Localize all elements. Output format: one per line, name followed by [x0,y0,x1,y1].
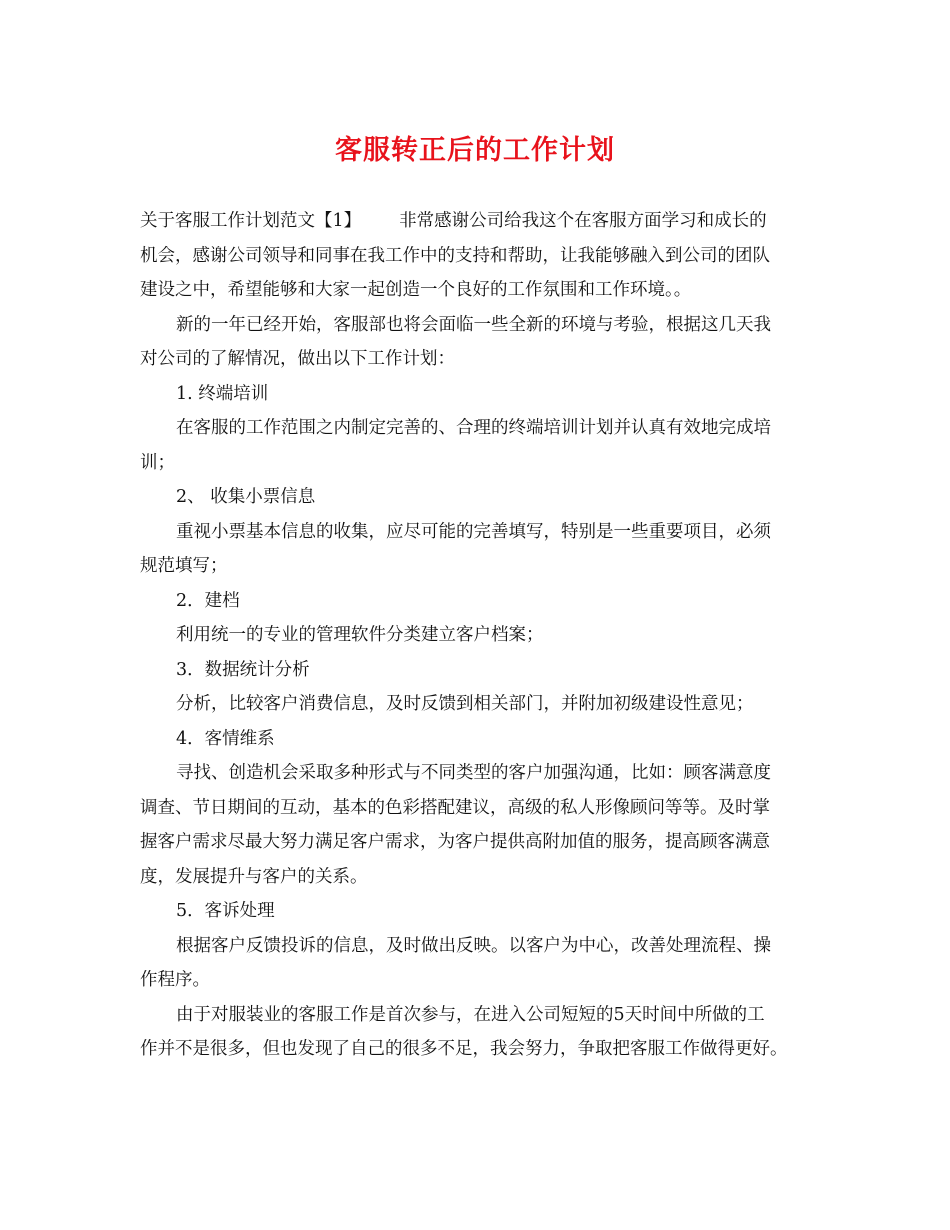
text-line: 度，发展提升与客户的关系。 [140,866,368,887]
text-line: 对公司的了解情况，做出以下工作计划： [140,349,455,369]
section-heading: 2．建档 [176,590,240,611]
section-heading: 4．客情维系 [176,728,275,749]
text-line: 建设之中，希望能够和大家一起创造一个良好的工作氛围和工作环境。。 [140,280,692,300]
text-line [140,204,816,239]
section-heading: 2、 收集小票信息 [176,487,316,507]
text-line: 由于对服装业的客服工作是首次参与，在进入公司短短的5天时间中所做的工 [176,1004,765,1025]
text-line: 机会，感谢公司领导和同事在我工作中的支持和帮助，让我能够融入到公司的团队 [140,245,770,266]
section-heading: 1. 终端培训 [176,383,269,404]
text-line: 新的一年已经开始，客服部也将会面临一些全新的环境与考验，根据这几天我 [176,314,771,335]
section-heading: 3．数据统计分析 [176,659,310,680]
text-line: 在客服的工作范围之内制定完善的、合理的终端培训计划并认真有效地完成培 [176,418,771,438]
text-line: 握客户需求尽最大努力满足客户需求，为客户提供高附加值的服务，提高顾客满意 [140,832,770,852]
text-line: 规范填写； [140,556,228,576]
text-line: 利用统一的专业的管理软件分类建立客户档案； [176,625,544,645]
section-heading: 5．客诉处理 [176,901,275,921]
text-line: 分析，比较客户消费信息，及时反馈到相关部门，并附加初级建设性意见； [176,694,754,714]
text-line: 调查、节日期间的互动，基本的色彩搭配建议，高级的私人形像顾问等等。及时掌 [140,797,770,818]
text-line: 寻找、创造机会采取多种形式与不同类型的客户加强沟通，比如：顾客满意度 [176,763,771,783]
text-segment: 关于客服工作计划范文【1】 [140,211,362,231]
text-line: 作并不是很多，但也发现了自己的很多不足，我会努力，争取把客服工作做得更好。 [140,1039,788,1059]
text-line: 作程序。 [140,970,210,990]
document-title: 客服转正后的工作计划 [335,135,615,166]
text-line: 根据客户反馈投诉的信息，及时做出反映。以客户为中心，改善处理流程、操 [176,935,771,956]
text-line: 训； [140,452,175,473]
text-segment: 非常感谢公司给我这个在客服方面学习和成长的 [399,211,767,231]
document-body [140,204,816,1067]
text-line: 重视小票基本信息的收集，应尽可能的完善填写，特别是一些重要项目，必须 [176,521,771,542]
